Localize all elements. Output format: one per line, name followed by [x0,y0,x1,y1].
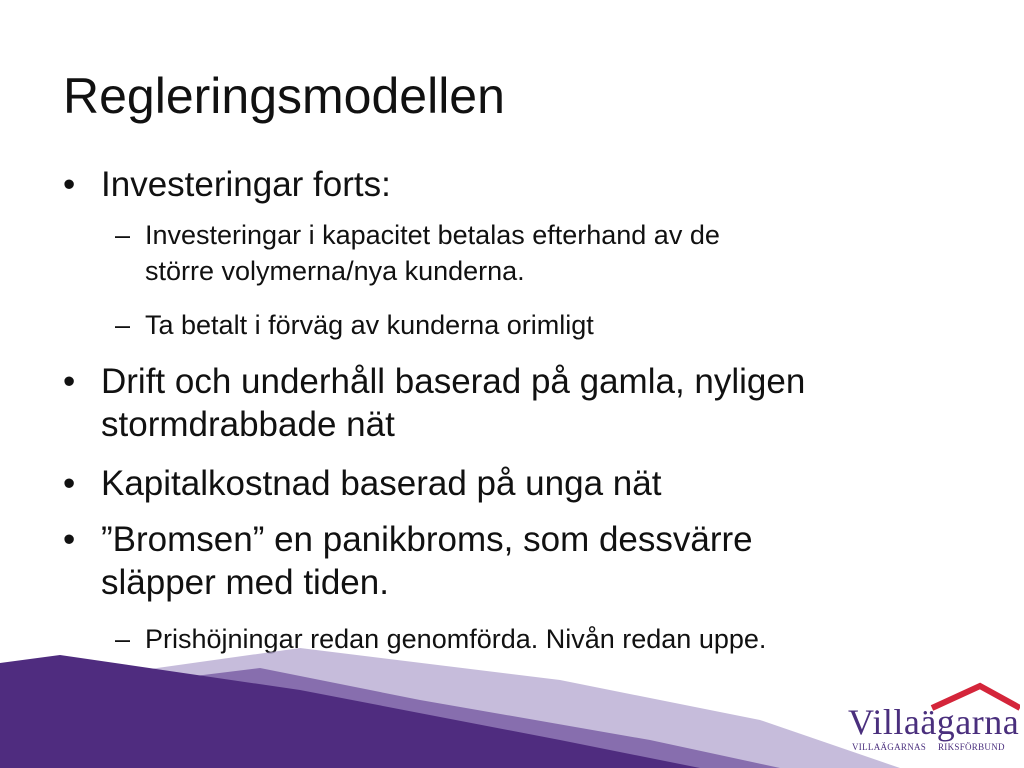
bullet-text-line1: Drift och underhåll baserad på gamla, nyligen [101,362,806,401]
villaagarna-logo [840,680,1020,760]
bullet-text-line2: stormdrabbade nät [101,405,395,444]
bullet-text-line2: släpper med tiden. [101,563,389,602]
logo-subtext-right: RIKSFÖRBUND [938,742,1005,752]
bullet-marker: • [63,165,76,204]
sub-bullet-text: Ta betalt i förväg av kunderna orimligt [145,310,594,340]
bullet-marker: • [63,362,76,401]
bullet-text: Investeringar forts: [101,165,391,204]
bullet-text: Kapitalkostnad baserad på unga nät [101,464,662,503]
sub-bullet-marker: – [115,310,131,340]
bullet-text-line1: ”Bromsen” en panikbroms, som dessvärre [101,520,753,559]
logo-subtext-left: VILLAÄGARNAS [852,742,927,752]
bullet-marker: • [63,464,76,503]
bullet-marker: • [63,520,76,559]
sub-bullet-text-line1: Investeringar i kapacitet betalas efterhand av de [145,220,720,250]
sub-bullet-text: Prishöjningar redan genomförda. Nivån redan uppe. [145,624,767,654]
sub-bullet-text-line2: större volymerna/nya kunderna. [145,256,525,286]
slide-title: Regleringsmodellen [63,68,505,124]
sub-bullet-marker: – [115,624,131,654]
logo-wordmark: Villaägarna [848,702,1020,742]
sub-bullet-marker: – [115,220,131,250]
